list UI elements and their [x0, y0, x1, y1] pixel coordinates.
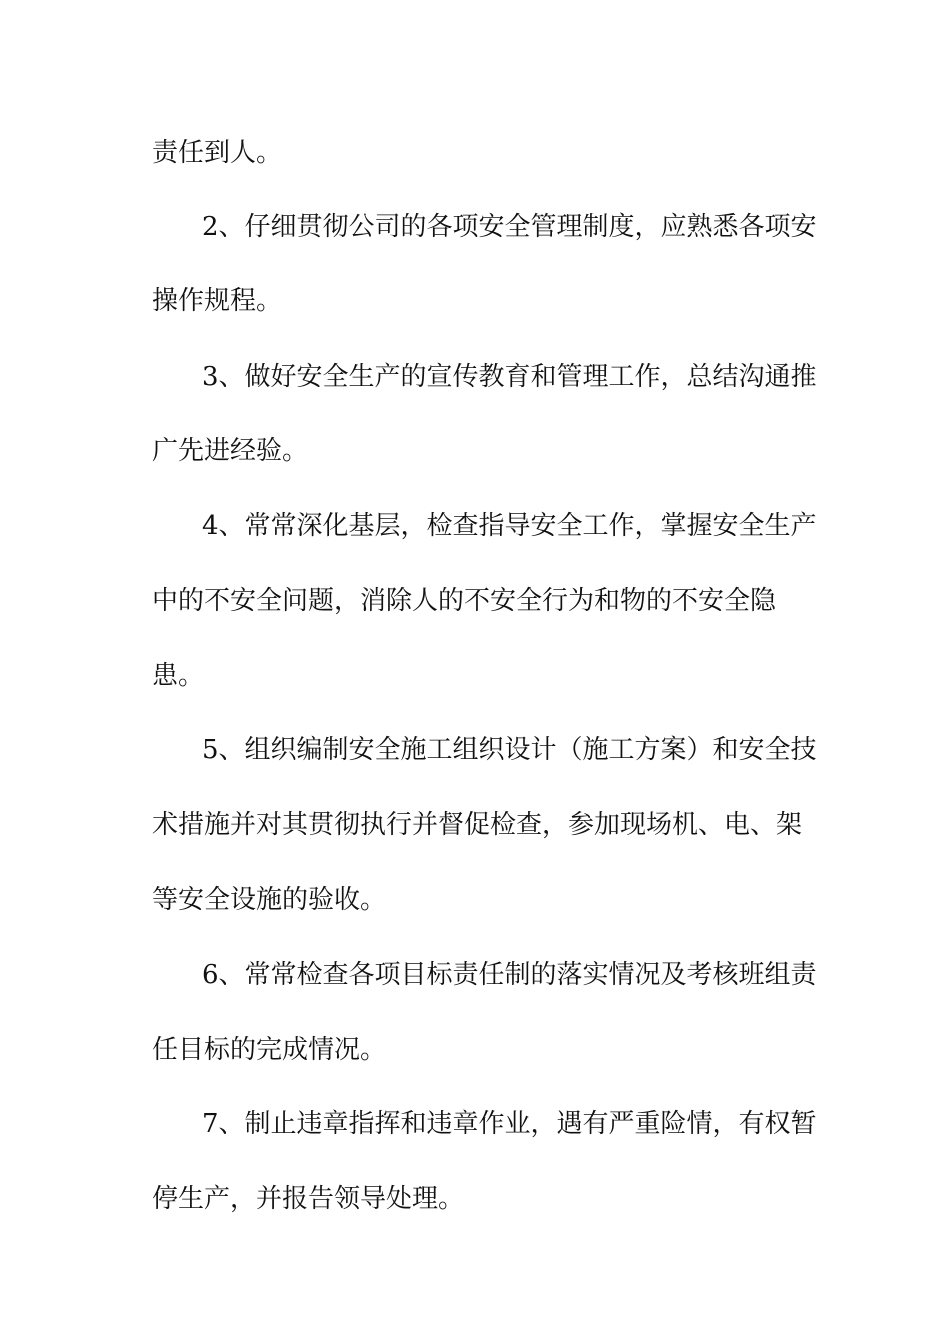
text-line: 中的不安全问题，消除人的不安全行为和物的不安全隐: [152, 586, 777, 616]
text-line: 停生产，并报告领导处理。: [152, 1184, 465, 1214]
text-line: 患。: [152, 661, 205, 691]
text-line: 任目标的完成情况。: [152, 1035, 387, 1065]
text-line: 术措施并对其贯彻执行并督促检查，参加现场机、电、架: [152, 810, 803, 840]
text-line: 2、仔细贯彻公司的各项安全管理制度，应熟悉各项安: [202, 212, 817, 242]
text-line: 4、常常深化基层，检查指导安全工作，掌握安全生产: [202, 511, 817, 541]
text-line: 3、做好安全生产的宣传教育和管理工作，总结沟通推: [202, 362, 817, 392]
text-line: 6、常常检查各项目标责任制的落实情况及考核班组责: [202, 960, 817, 990]
text-line: 操作规程。: [152, 286, 283, 316]
text-line: 7、制止违章指挥和违章作业，遇有严重险情，有权暂: [202, 1109, 817, 1139]
text-line: 广先进经验。: [152, 436, 309, 466]
text-line: 5、组织编制安全施工组织设计（施工方案）和安全技: [202, 735, 817, 765]
text-line: 责任到人。: [152, 138, 283, 168]
text-line: 等安全设施的验收。: [152, 885, 387, 915]
